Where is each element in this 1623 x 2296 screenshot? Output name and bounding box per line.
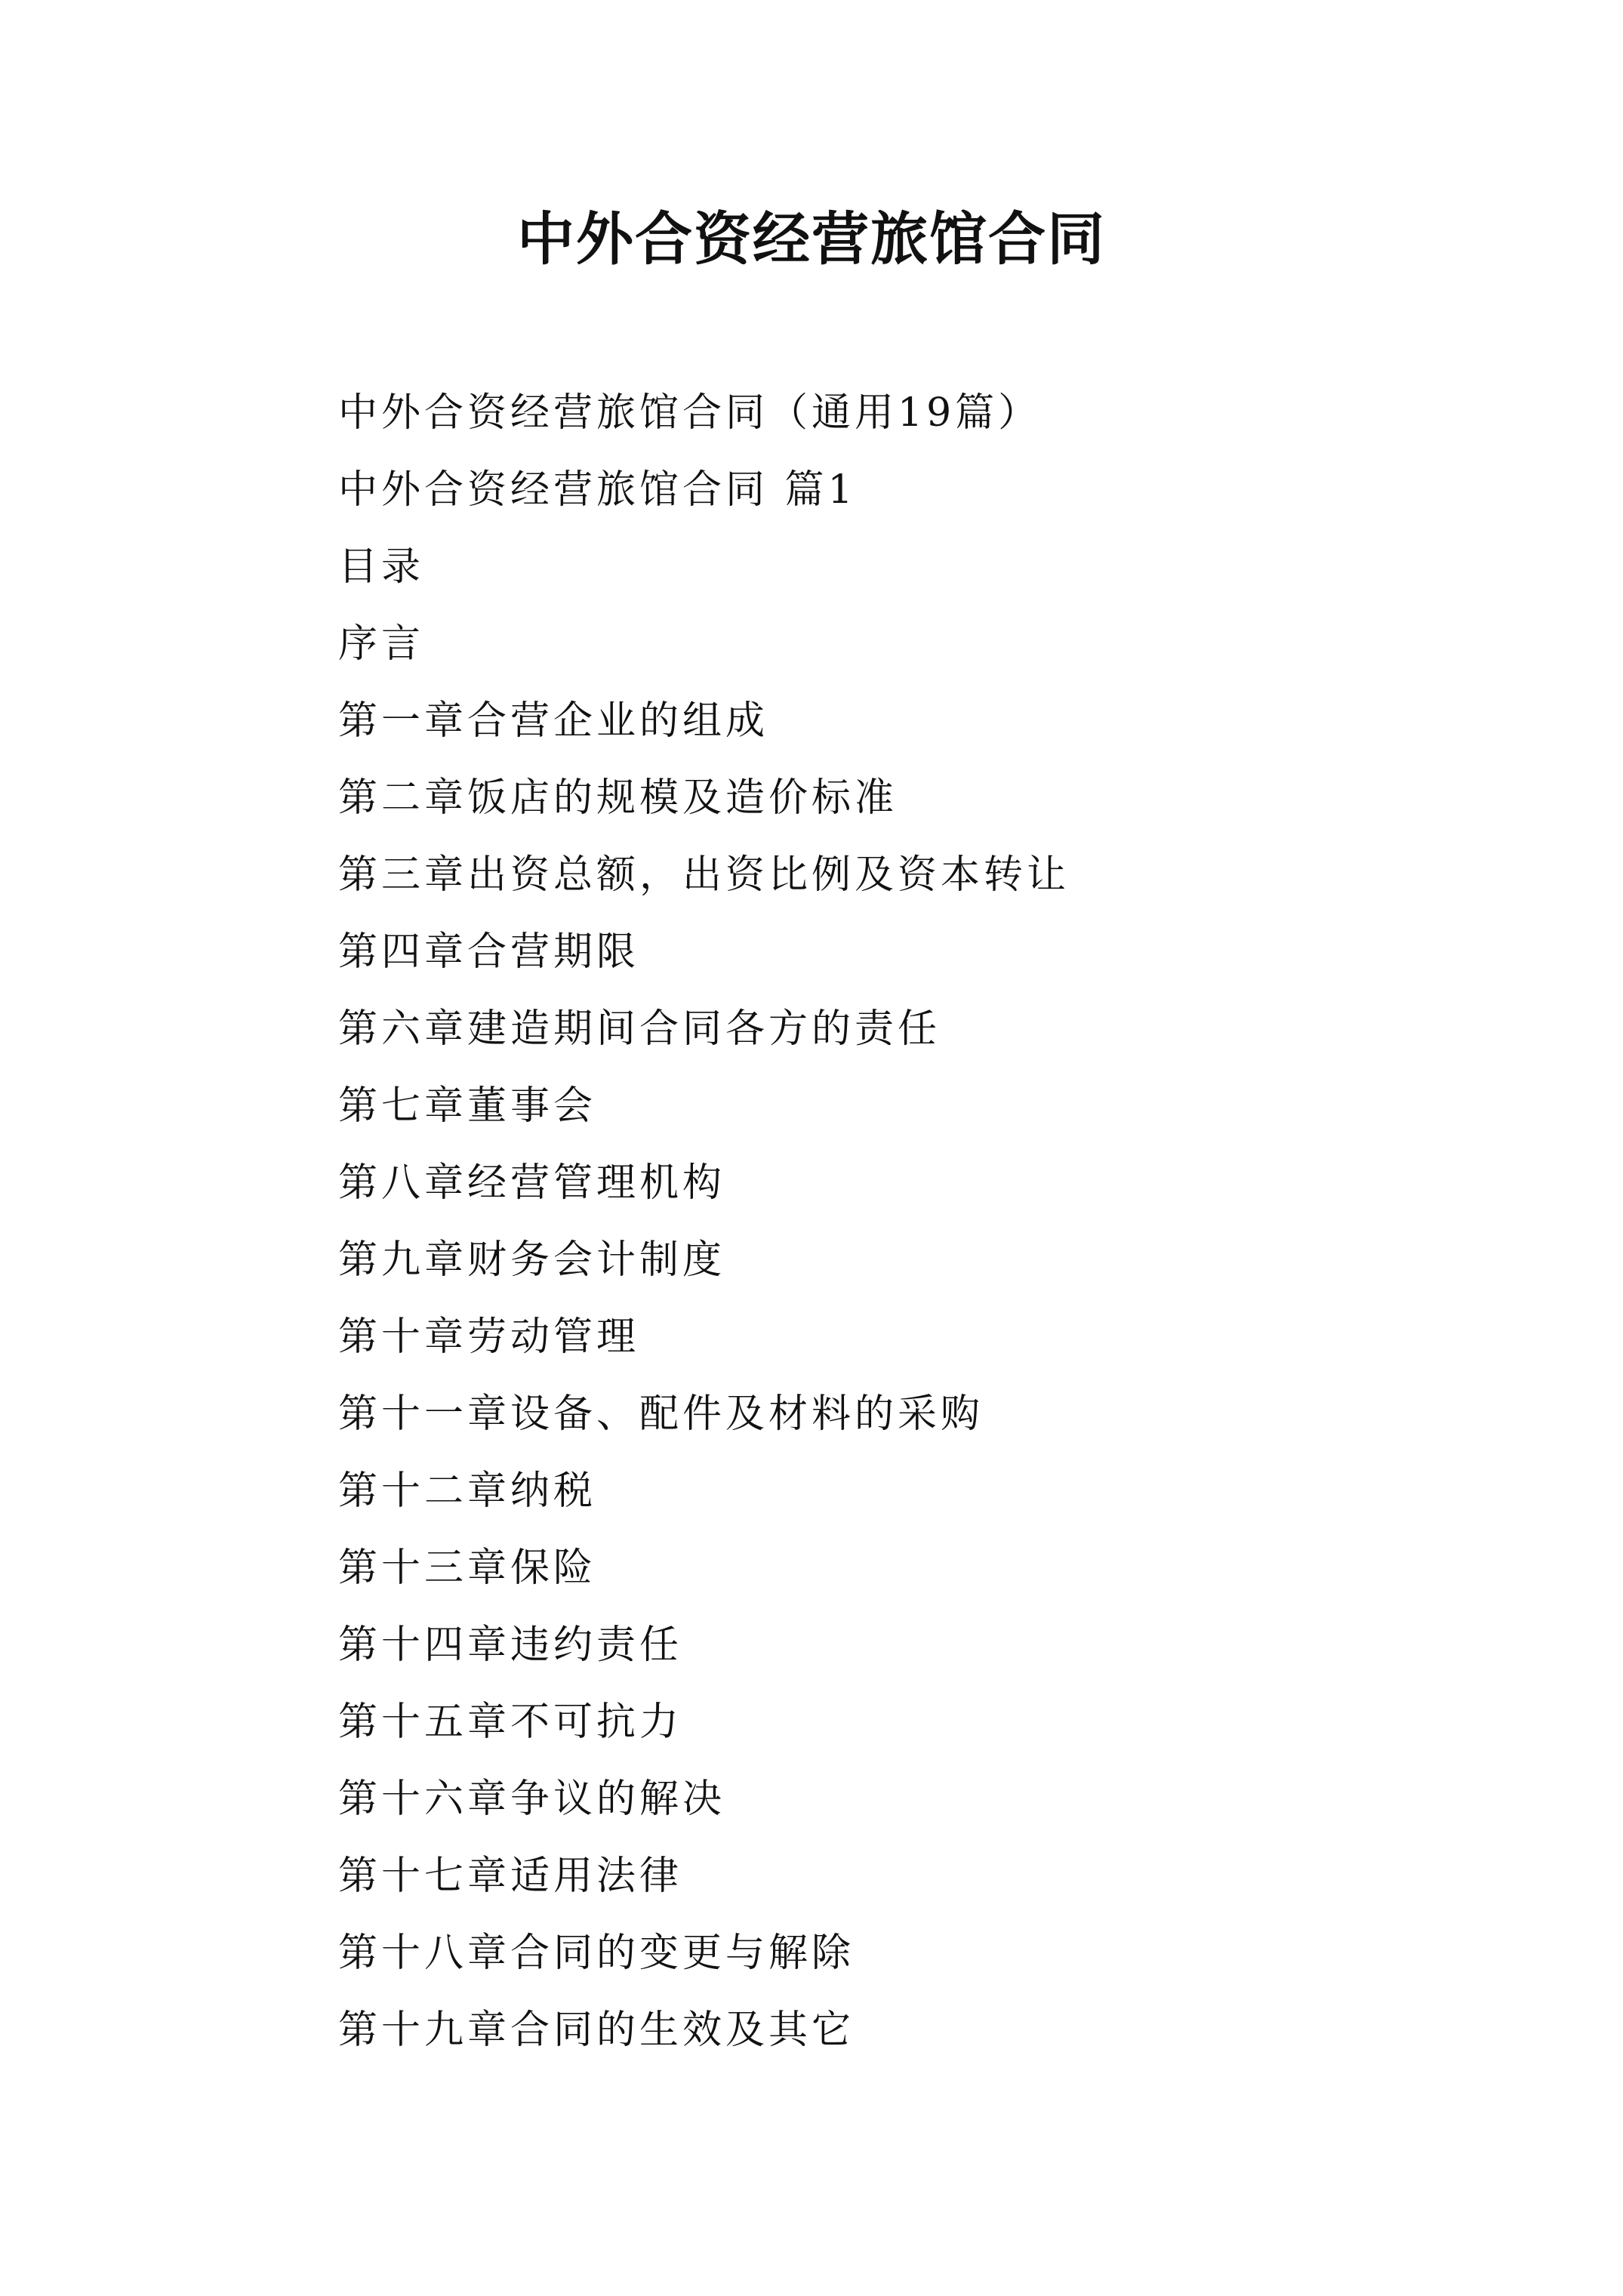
toc-line-chapter-18: 第十八章合同的变更与解除 <box>338 1931 855 1976</box>
toc-line-chapter-17: 第十七章适用法律 <box>338 1854 683 1899</box>
toc-line-chapter-11: 第十一章设备、配件及材料的采购 <box>338 1391 984 1437</box>
toc-line-chapter-7: 第七章董事会 <box>338 1083 597 1129</box>
toc-line-preface: 序言 <box>338 621 425 667</box>
toc-line-chapter-1: 第一章合营企业的组成 <box>338 698 769 744</box>
toc-line-chapter-2: 第二章饭店的规模及造价标准 <box>338 775 898 821</box>
toc-line-chapter-13: 第十三章保险 <box>338 1546 597 1591</box>
toc-line-chapter-16: 第十六章争议的解决 <box>338 1777 726 1822</box>
toc-line-chapter-10: 第十章劳动管理 <box>338 1314 640 1360</box>
toc-line-part-1: 中外合资经营旅馆合同 篇1 <box>338 467 857 513</box>
toc-line-chapter-3: 第三章出资总额，出资比例及资本转让 <box>338 852 1070 898</box>
toc-line-chapter-6: 第六章建造期间合同各方的责任 <box>338 1006 941 1052</box>
table-of-contents <box>338 374 1546 2069</box>
toc-line-chapter-19: 第十九章合同的生效及其它 <box>338 2008 855 2053</box>
toc-line-chapter-15: 第十五章不可抗力 <box>338 1700 683 1745</box>
toc-line-chapter-12: 第十二章纳税 <box>338 1469 597 1514</box>
document-title: 中外合资经营旅馆合同 <box>517 205 1106 273</box>
toc-line-collection-title: 中外合资经营旅馆合同（通用19篇） <box>338 390 1042 436</box>
toc-line-chapter-4: 第四章合营期限 <box>338 929 640 975</box>
toc-line-chapter-14: 第十四章违约责任 <box>338 1623 683 1668</box>
toc-line-chapter-9: 第九章财务会计制度 <box>338 1237 726 1283</box>
toc-line-chapter-8: 第八章经营管理机构 <box>338 1160 726 1206</box>
toc-line-contents-heading: 目录 <box>338 544 425 590</box>
